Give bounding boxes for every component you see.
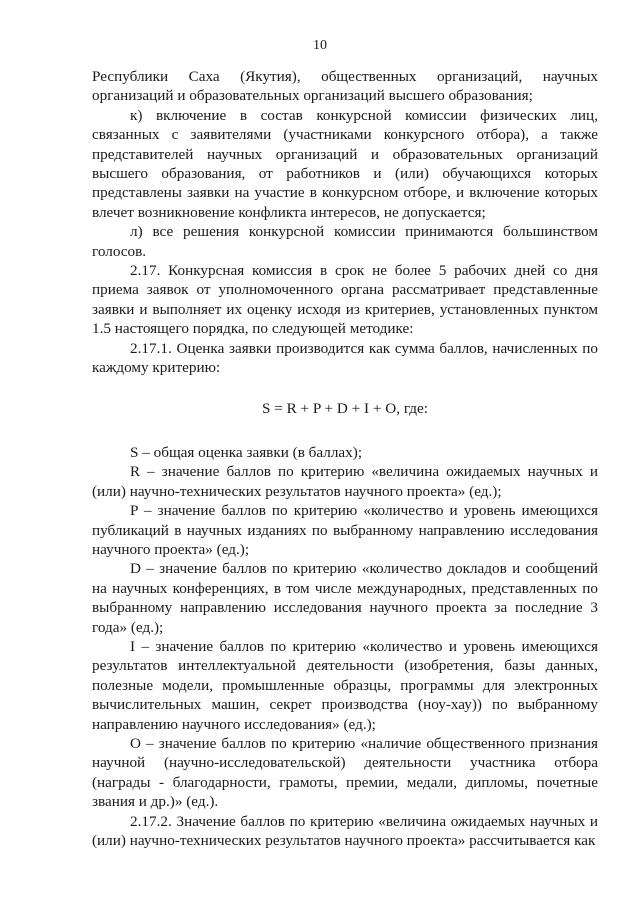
- document-body: [92, 67, 598, 850]
- score-formula: S = R + P + D + I + O, где:: [261, 399, 428, 417]
- paragraph-2-17-2: 2.17.2. Значение баллов по критерию «величина ожидаемых научных и (или) научно-технических результатов научного проекта» рассчитывается как: [92, 812, 598, 850]
- definition-d: D – значение баллов по критерию «количество докладов и сообщений на научных конференциях, в том числе международных, представленных по выбранному направлению исследования научного проекта за последние 3 года» (ед.);: [92, 560, 598, 636]
- paragraph-2-17-1: 2.17.1. Оценка заявки производится как сумма баллов, начисленных по каждому критерию:: [92, 339, 598, 377]
- definition-p: P – значение баллов по критерию «количество и уровень имеющихся публикаций в научных изданиях по выбранному направлению исследования научного проекта» (ед.);: [92, 502, 598, 558]
- paragraph-item-k: к) включение в состав конкурсной комиссии физических лиц, связанных с заявителями (участниками конкурсного отбора), а также представителей научных организаций и образовательных организаций высшего образования, от работников и (или) обучающихся которых представлены заявки на участие в конкурсном отборе, и включение которых влечет возникновение конфликта интересов, не допускается;: [92, 106, 598, 221]
- paragraph-2-17: 2.17. Конкурсная комиссия в срок не более 5 рабочих дней со дня приема заявок от уполномоченного органа рассматривает представленные заявки и выполняет их оценку исходя из критериев, установленных пунктом 1.5 настоящего порядка, по следующей методике:: [92, 262, 598, 338]
- page-number: 10: [313, 38, 327, 53]
- paragraph-continuation: Республики Саха (Якутия), общественных организаций, научных организаций и образовательных организаций высшего образования;: [92, 68, 598, 105]
- definition-r: R – значение баллов по критерию «величина ожидаемых научных и (или) научно-технических результатов научного проекта» (ед.);: [92, 463, 598, 500]
- paragraph-item-l: л) все решения конкурсной комиссии принимаются большинством голосов.: [92, 223, 598, 260]
- definition-s: S – общая оценка заявки (в баллах);: [130, 443, 363, 461]
- definition-o: O – значение баллов по критерию «наличие общественного признания научной (научно-исследовательской) деятельности участника отбора (награды - благодарности, грамоты, премии, медали, дипломы, почетные звания и др.)» (ед.).: [92, 735, 598, 811]
- definition-i: I – значение баллов по критерию «количество и уровень имеющихся результатов интеллектуальной деятельности (изобретения, базы данных, полезные модели, промышленные образцы, программы для электронных вычислительных машин, секрет производства (ноу-хау)) по выбранному направлению научного исследования» (ед.);: [92, 637, 598, 733]
